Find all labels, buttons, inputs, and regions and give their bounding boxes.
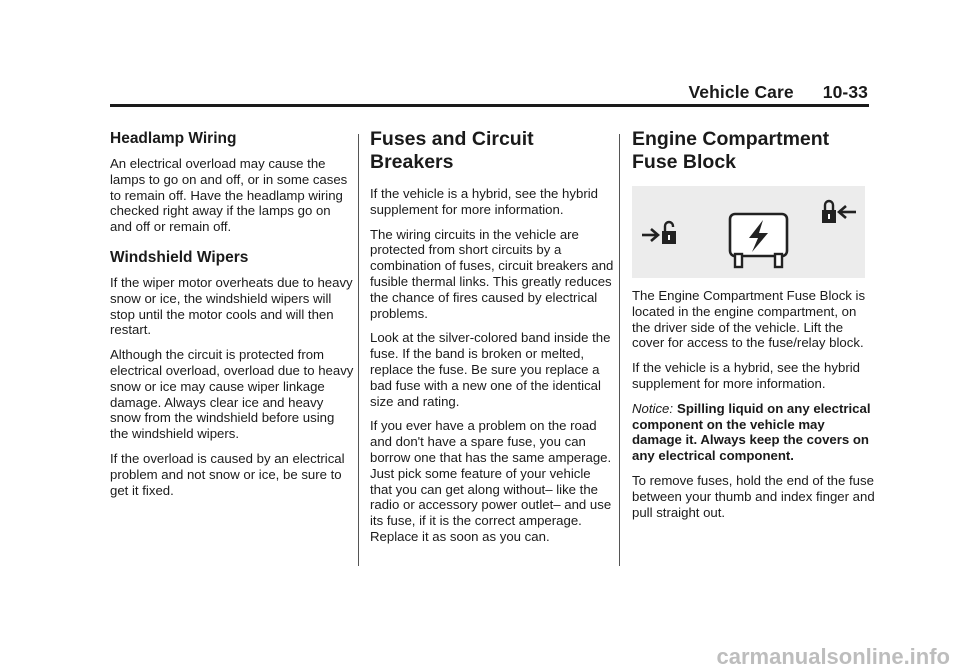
paragraph: If you ever have a problem on the road and don't have a spare fuse, you can borrow one that has the same amperage. Just pick some feature of your vehicle that you can get along without– like the radio or accessory power outlet– and use its fuse, if it is the correct amperage. Replace it as soon as you can. <box>370 418 612 544</box>
heading-headlamp-wiring: Headlamp Wiring <box>110 130 237 147</box>
page-number: 10-33 <box>822 82 868 102</box>
column-divider <box>358 134 359 566</box>
paragraph: An electrical overload may cause the lamps to go on and off, or in some cases to remain off. Have the headlamp wiring checked right away if the lamps go on and off or remain off. <box>110 156 348 235</box>
paragraph: Look at the silver-colored band inside the fuse. If the band is broken or melted, replace the fuse. Be sure you replace a bad fuse with a new one of the identical size and rating. <box>370 330 611 409</box>
column-2 <box>370 126 614 554</box>
paragraph: If the overload is caused by an electrical problem and not snow or ice, be sure to get it fixed. <box>110 450 345 498</box>
notice-label: Notice: <box>632 400 674 416</box>
paragraph: If the wiper motor overheats due to heavy snow or ice, the windshield wipers will stop until the motor cools and will then restart. <box>110 274 353 338</box>
fuse-block-figure <box>632 186 865 278</box>
lock-arrow-out-icon <box>822 201 856 223</box>
paragraph: The Engine Compartment Fuse Block is located in the engine compartment, on the driver side of the vehicle. Lift the cover for access to the fuse/relay block. <box>632 288 866 351</box>
watermark: carmanualsonline.info <box>716 644 950 669</box>
notice-text: Spilling liquid on any electrical component on the vehicle may damage it. Always keep the covers on any electrical component. <box>632 400 871 464</box>
column-3 <box>632 126 876 529</box>
paragraph: To remove fuses, hold the end of the fuse between your thumb and index finger and pull straight out. <box>632 472 875 520</box>
notice-paragraph <box>632 401 876 464</box>
arrow-into-lock-icon <box>642 222 676 244</box>
column-1 <box>110 126 354 507</box>
paragraph: The wiring circuits in the vehicle are protected from short circuits by a combination of fuses, circuit breakers and fusible thermal links. This greatly reduces the chance of fires caused by electrical problems. <box>370 226 614 321</box>
heading-fuses-circuit-breakers: Fuses and Circuit Breakers <box>370 128 534 173</box>
heading-engine-fuse-block: Engine Compartment Fuse Block <box>632 128 830 173</box>
paragraph: Although the circuit is protected from electrical overload, overload due to heavy snow or ice may cause wiper linkage damage. Always clear ice and heavy snow from the windshield before using the windshield wipers. <box>110 347 354 442</box>
section-title: Vehicle Care <box>688 82 794 102</box>
heading-windshield-wipers: Windshield Wipers <box>110 248 249 266</box>
header-rule <box>110 104 869 107</box>
paragraph: If the vehicle is a hybrid, see the hybrid supplement for more information. <box>370 186 598 217</box>
column-divider <box>619 134 620 566</box>
paragraph: If the vehicle is a hybrid, see the hybrid supplement for more information. <box>632 360 860 391</box>
running-header <box>688 82 868 103</box>
fuse-lightning-icon <box>730 214 787 267</box>
